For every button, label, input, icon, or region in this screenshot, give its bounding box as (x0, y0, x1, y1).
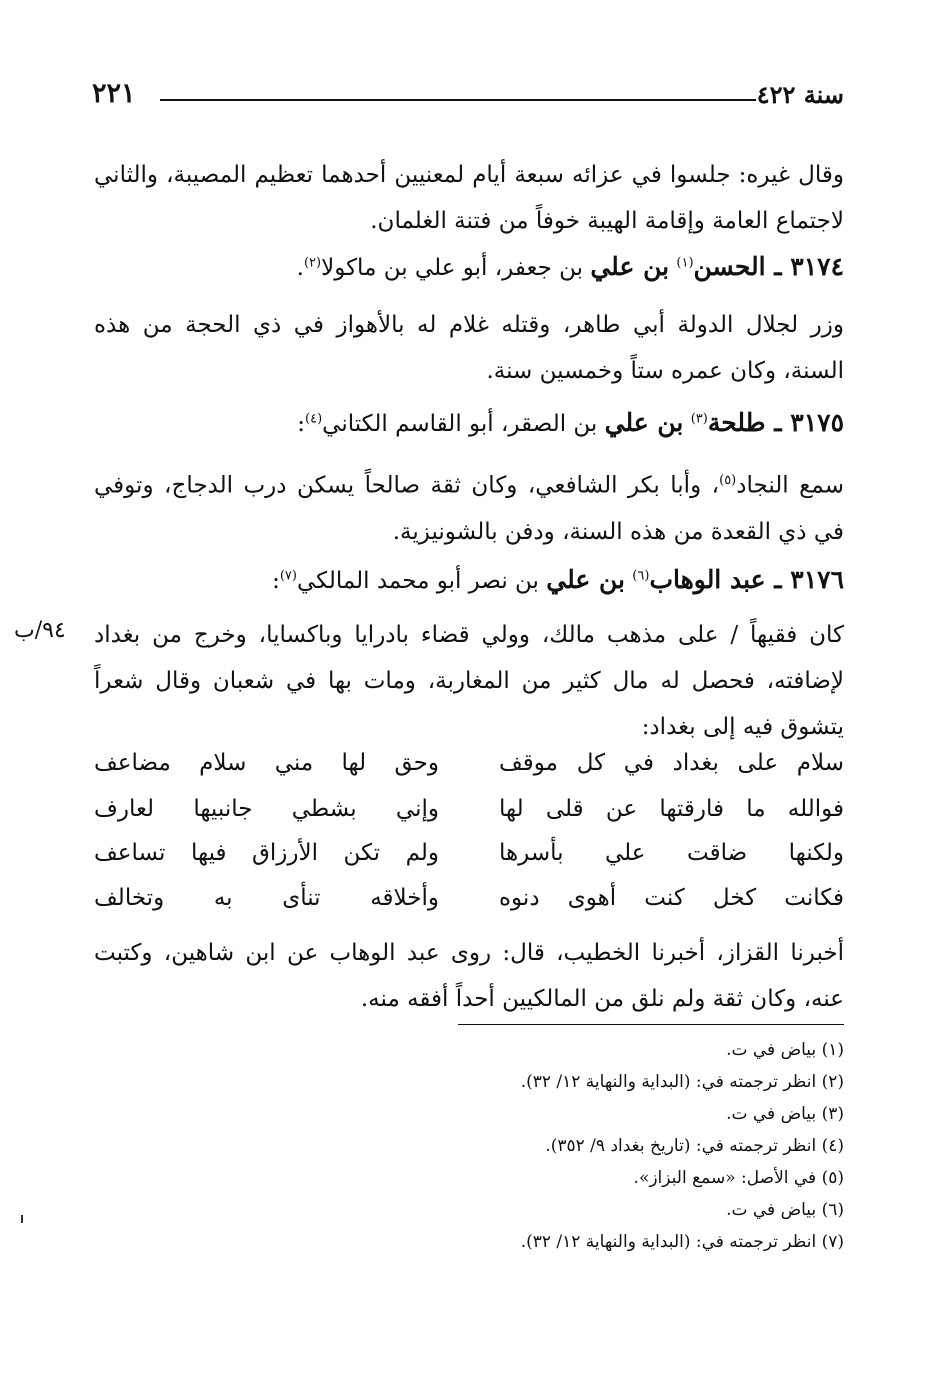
entry-number-name: ٣١٧٤ ـ الحسن (693, 252, 844, 281)
entry-body (94, 458, 844, 555)
entry-rest: بن جعفر، أبو علي بن ماكولا (321, 255, 584, 281)
poem-verse (94, 840, 844, 888)
footnote: (٢) انظر ترجمته في: (البداية والنهاية ١٢/ ٣٢). (520, 1072, 844, 1092)
footnotes (244, 1034, 844, 1258)
entry-number-name: ٣١٧٥ ـ طلحة (707, 408, 844, 437)
footnote: (٦) بياض في ت. (726, 1200, 844, 1220)
entry-number-name: ٣١٧٦ ـ عبد الوهاب (649, 565, 844, 594)
footnote-ref: (١) (676, 255, 694, 271)
footnote-ref: (٥) (719, 473, 737, 488)
verse-first-hemistich: سلام على بغداد في كل موقف (499, 750, 844, 776)
page-number: ٢٢١ (92, 78, 136, 109)
verse-first-hemistich: فكانت كخل كنت أهوى دنوه (499, 885, 844, 911)
entry-nasab: بن علي (590, 252, 670, 281)
closing-paragraph: أخبرنا القزاز، أخبرنا الخطيب، قال: روى عبد الوهاب عن ابن شاهين، وكتبت عنه، وكان ثقة ولم نلق من المالكيين أحداً أفقه منه. (94, 940, 844, 1012)
manuscript-folio-marker: ٩٤/ب (14, 618, 66, 643)
verse-first-hemistich: ولكنها ضاقت علي بأسرها (499, 840, 844, 866)
footnote: (٥) في الأصل: «سمع البزاز». (633, 1168, 844, 1188)
entry-body: كان فقيهاً / على مذهب مالك، وولي قضاء بادرايا وباكسايا، وخرج من بغداد لإضافته، فحصل له مال كثير من المغاربة، ومات بها في شعبان وقال شعراً يتشوق فيه إلى بغداد: (94, 622, 844, 740)
entry-heading (94, 565, 844, 594)
poem-verse (94, 796, 844, 844)
footnote-ref: (٦) (632, 568, 650, 584)
entry-body: وزر لجلال الدولة أبي طاهر، وقتله غلام له بالأهواز في ذي الحجة من هذه السنة، وكان عمره ستاً وخمسين سنة. (94, 312, 844, 384)
footnote-ref: (٢) (303, 255, 322, 271)
entry-body-rest: ، وأبا بكر الشافعي، وكان ثقة صالحاً يسكن درب الدجاج، وتوفي في ذي القعدة من هذه السنة، ودفن بالشونيزية. (94, 472, 844, 545)
page-header (92, 78, 844, 118)
entry-nasab: بن علي (604, 408, 684, 437)
poem-verse (94, 885, 844, 933)
footnote: (٧) انظر ترجمته في: (البداية والنهاية ١٢/ ٣٢). (520, 1232, 844, 1252)
entry-punct: : (297, 411, 306, 437)
verse-first-hemistich: فوالله ما فارقتها عن قلى لها (499, 796, 844, 822)
footnote: (٣) بياض في ت. (726, 1104, 844, 1124)
entry-rest: بن الصقر، أبو القاسم الكتاني (322, 411, 598, 437)
poem-verse (94, 750, 844, 798)
footnote-ref: (٤) (305, 411, 323, 427)
entry-punct: . (296, 255, 304, 281)
footnote: (١) بياض في ت. (726, 1040, 844, 1060)
footnote-ref: (٧) (279, 568, 297, 584)
entry-body-start: سمع النجاد (736, 472, 844, 499)
footnote: (٤) انظر ترجمته في: (تاريخ بغداد ٩/ ٣٥٢). (545, 1136, 844, 1156)
running-head: سنة ٤٢٢ (756, 80, 844, 109)
verse-second-hemistich: وإني بشطي جانبيها لعارف (94, 796, 439, 822)
entry-heading (94, 408, 844, 437)
footnote-separator (458, 1024, 844, 1025)
entry-heading (94, 252, 844, 281)
verse-second-hemistich: وأخلاقه تنأى به وتخالف (94, 885, 439, 911)
scan-mark (21, 1215, 23, 1223)
verse-second-hemistich: وحق لها مني سلام مضاعف (94, 750, 439, 776)
verse-second-hemistich: ولم تكن الأرزاق فيها تساعف (94, 840, 439, 866)
intro-paragraph: وقال غيره: جلسوا في عزائه سبعة أيام لمعنيين أحدهما تعظيم المصيبة، والثاني لاجتماع العامة وإقامة الهيبة خوفاً من فتنة الغلمان. (94, 162, 844, 234)
footnote-ref: (٣) (690, 411, 708, 427)
entry-nasab: بن علي (546, 565, 625, 594)
entry-rest: بن نصر أبو محمد المالكي (296, 568, 539, 594)
header-rule (160, 99, 756, 101)
entry-punct: : (272, 568, 280, 594)
